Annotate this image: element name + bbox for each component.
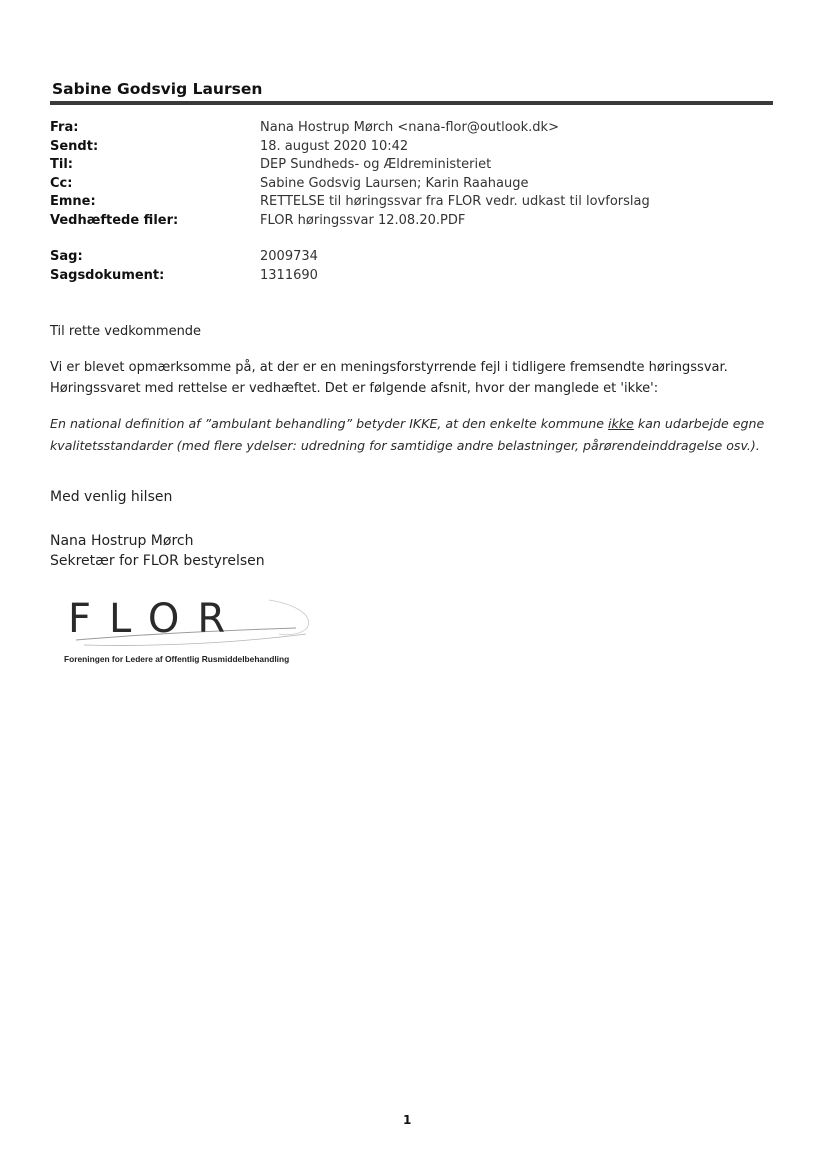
quoted-passage (50, 413, 780, 457)
field-from (50, 119, 650, 138)
field-sent (50, 138, 650, 157)
body-paragraph (50, 357, 780, 399)
email-header-fields (50, 119, 650, 230)
field-value: Nana Hostrup Mørch <nana-flor@outlook.dk> (260, 120, 559, 135)
sender-name: Sabine Godsvig Laursen (52, 80, 263, 98)
field-label: Cc: (50, 175, 73, 191)
logo-wordmark: FLOR (68, 596, 244, 642)
field-value: 18. august 2020 10:42 (260, 138, 409, 154)
signature-block (50, 531, 780, 571)
field-label: Til: (50, 157, 73, 172)
quote-text: kan udarbejde egne (633, 416, 765, 431)
field-label: Sagsdokument: (50, 267, 165, 283)
signer-name: Nana Hostrup Mørch (50, 533, 194, 549)
field-value: DEP Sundheds- og Ældreministeriet (260, 157, 492, 172)
quote-line: kvalitetsstandarder (med flere ydelser: udredning for samtidige andre belastninger, pårørendeinddragelse osv.). (50, 438, 760, 453)
field-value: Sabine Godsvig Laursen; Karin Raahauge (260, 175, 529, 191)
body-line: Vi er blevet opmærksomme på, at der er en meningsforstyrrende fejl i tidligere fremsendte høringssvar. (50, 360, 728, 375)
header-divider (50, 101, 773, 105)
closing: Med venlig hilsen (50, 489, 173, 505)
field-label: Emne: (50, 194, 96, 209)
field-value: RETTELSE til høringssvar fra FLOR vedr. udkast til lovforslag (260, 194, 650, 209)
quote-text: En national definition af ”ambulant behandling” betyder IKKE, at den enkelte kommune (50, 416, 609, 431)
quote-line (50, 413, 780, 435)
field-label: Sendt: (50, 138, 99, 154)
field-label: Vedhæftede filer: (50, 212, 179, 228)
body-line: Høringssvaret med rettelse er vedhæftet. Det er følgende afsnit, hvor der manglede et 'ikke': (50, 381, 659, 396)
field-case (50, 248, 318, 267)
quote-underlined-word: ikke (608, 416, 634, 431)
field-label: Sag: (50, 249, 83, 264)
signer-title: Sekretær for FLOR bestyrelsen (50, 553, 265, 569)
field-case-document (50, 267, 318, 286)
field-value: FLOR høringssvar 12.08.20.PDF (260, 212, 466, 228)
field-value: 1311690 (260, 267, 318, 283)
field-cc (50, 175, 650, 194)
flor-logo (64, 590, 344, 680)
case-fields (50, 248, 318, 285)
field-to (50, 156, 650, 175)
greeting: Til rette vedkommende (50, 324, 202, 339)
field-attachments (50, 212, 650, 231)
page-number: 1 (403, 1113, 412, 1127)
logo-tagline: Foreningen for Ledere af Offentlig Rusmiddelbehandling (64, 654, 290, 664)
field-label: Fra: (50, 120, 79, 135)
field-subject (50, 193, 650, 212)
field-value: 2009734 (260, 249, 318, 264)
